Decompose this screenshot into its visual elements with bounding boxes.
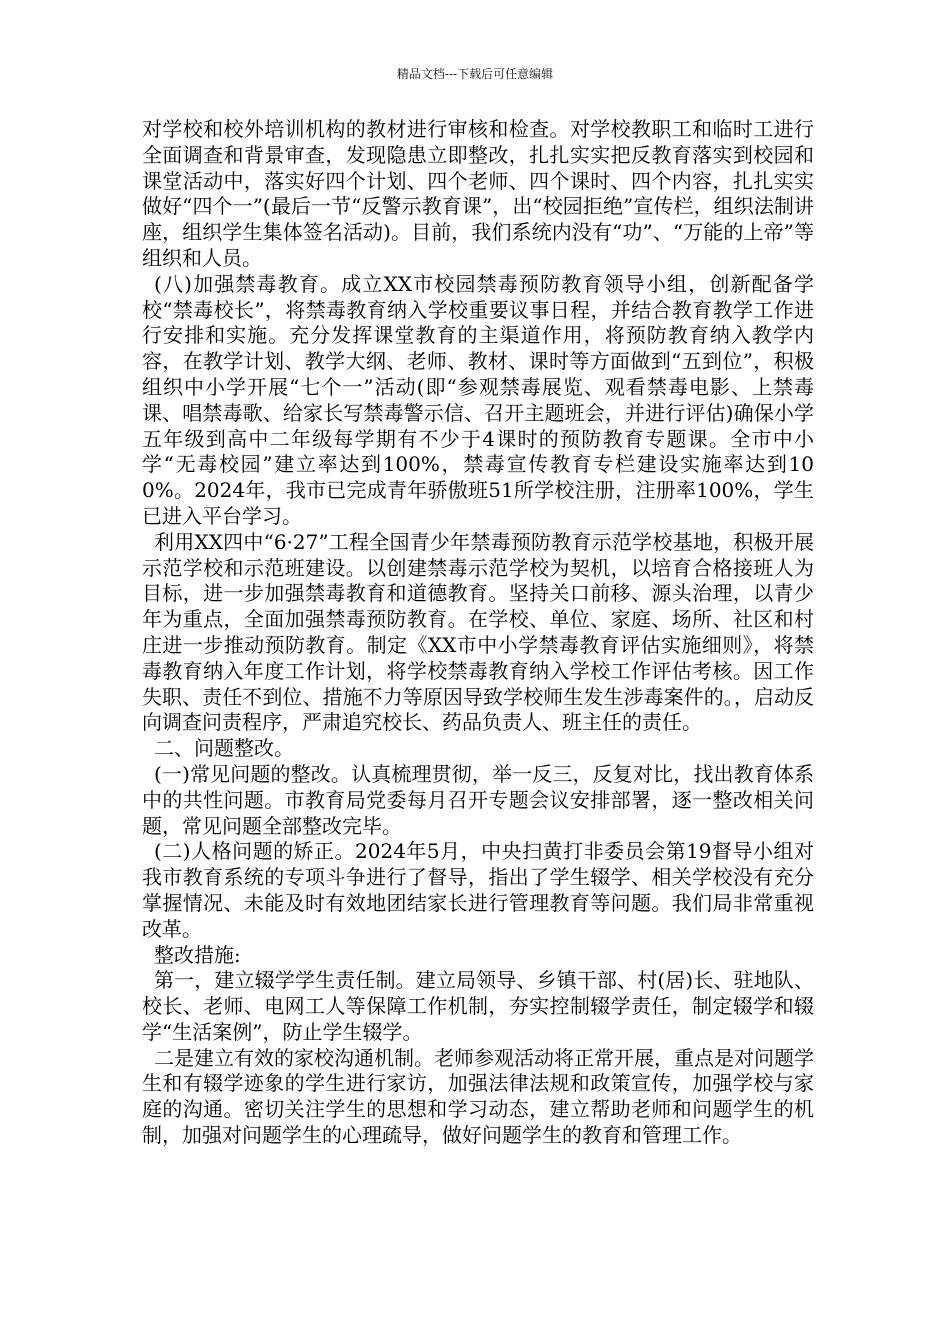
paragraph: 对学校和校外培训机构的教材进行审核和检查。对学校教职工和临时工进行全面调查和背景审查，发现隐患立即整改，扎扎实实把反教育落实到校园和课堂活动中，落实好四个计划、四个老师、四个课时、四个内容，扎扎实实做好“四个一”(最后一节“反警示教育课”，出“校园拒绝”宣传栏，组织法制讲座，组织学生集体签名活动)。目前，我们系统内没有“功”、“万能的上帝”等组织和人员。: [142, 117, 814, 270]
paragraph: 二是建立有效的家校沟通机制。老师参观活动将正常开展，重点是对问题学生和有辍学迹象的学生进行家访，加强法律法规和政策宣传，加强学校与家庭的沟通。密切关注学生的思想和学习动态，建立帮助老师和问题学生的机制，加强对问题学生的心理疏导，做好问题学生的教育和管理工作。: [142, 1045, 814, 1148]
paragraph: 利用XX四中“6·27”工程全国青少年禁毒预防教育示范学校基地，积极开展示范学校和示范班建设。以创建禁毒示范学校为契机，以培育合格接班人为目标，进一步加强禁毒教育和道德教育。坚持关口前移、源头治理，以青少年为重点，全面加强禁毒预防教育。在学校、单位、家庭、场所、社区和村庄进一步推动预防教育。制定《XX市中小学禁毒教育评估实施细则》，将禁毒教育纳入年度工作计划，将学校禁毒教育纳入学校工作评估考核。因工作失职、责任不到位、措施不力等原因导致学校师生发生涉毒案件的。，启动反向调查问责程序，严肃追究校长、药品负责人、班主任的责任。: [142, 529, 814, 735]
subheading: 整改措施:: [154, 942, 241, 967]
section-heading: 二、问题整改。: [154, 736, 294, 761]
document-body: [142, 117, 814, 1149]
paragraph: 第一，建立辍学学生责任制。建立局领导、乡镇干部、村(居)长、驻地队、校长、老师、电网工人等保障工作机制，夯实控制辍学责任，制定辍学和辍学“生活案例”，防止学生辍学。: [142, 968, 814, 1044]
paragraph: (八)加强禁毒教育。成立XX市校园禁毒预防教育领导小组，创新配备学校“禁毒校长”，将禁毒教育纳入学校重要议事日程，并结合教育教学工作进行安排和实施。充分发挥课堂教育的主渠道作用，将预防教育纳入教学内容，在教学计划、教学大纲、老师、教材、课时等方面做到“五到位”，积极组织中小学开展“七个一”活动(即“参观禁毒展览、观看禁毒电影、上禁毒课、唱禁毒歌、给家长写禁毒警示信、召开主题班会，并进行评估)确保小学五年级到高中二年级每学期有不少于4课时的预防教育专题课。全市中小学“无毒校园”建立率达到100%，禁毒宣传教育专栏建设实施率达到100%。2024年，我市已完成青年骄傲班51所学校注册，注册率100%，学生已进入平台学习。: [142, 271, 814, 528]
paragraph: (一)常见问题的整改。认真梳理贯彻，举一反三，反复对比，找出教育体系中的共性问题。市教育局党委每月召开专题会议安排部署，逐一整改相关问题，常见问题全部整改完毕。: [142, 761, 814, 838]
page-header: 精品文档---下载后可任意编辑: [396, 67, 554, 81]
paragraph: (二)人格问题的矫正。2024年5月，中央扫黄打非委员会第19督导小组对我市教育系统的专项斗争进行了督导，指出了学生辍学、相关学校没有充分掌握情况、未能及时有效地团结家长进行管理教育等问题。我们局非常重视改革。: [142, 839, 814, 941]
